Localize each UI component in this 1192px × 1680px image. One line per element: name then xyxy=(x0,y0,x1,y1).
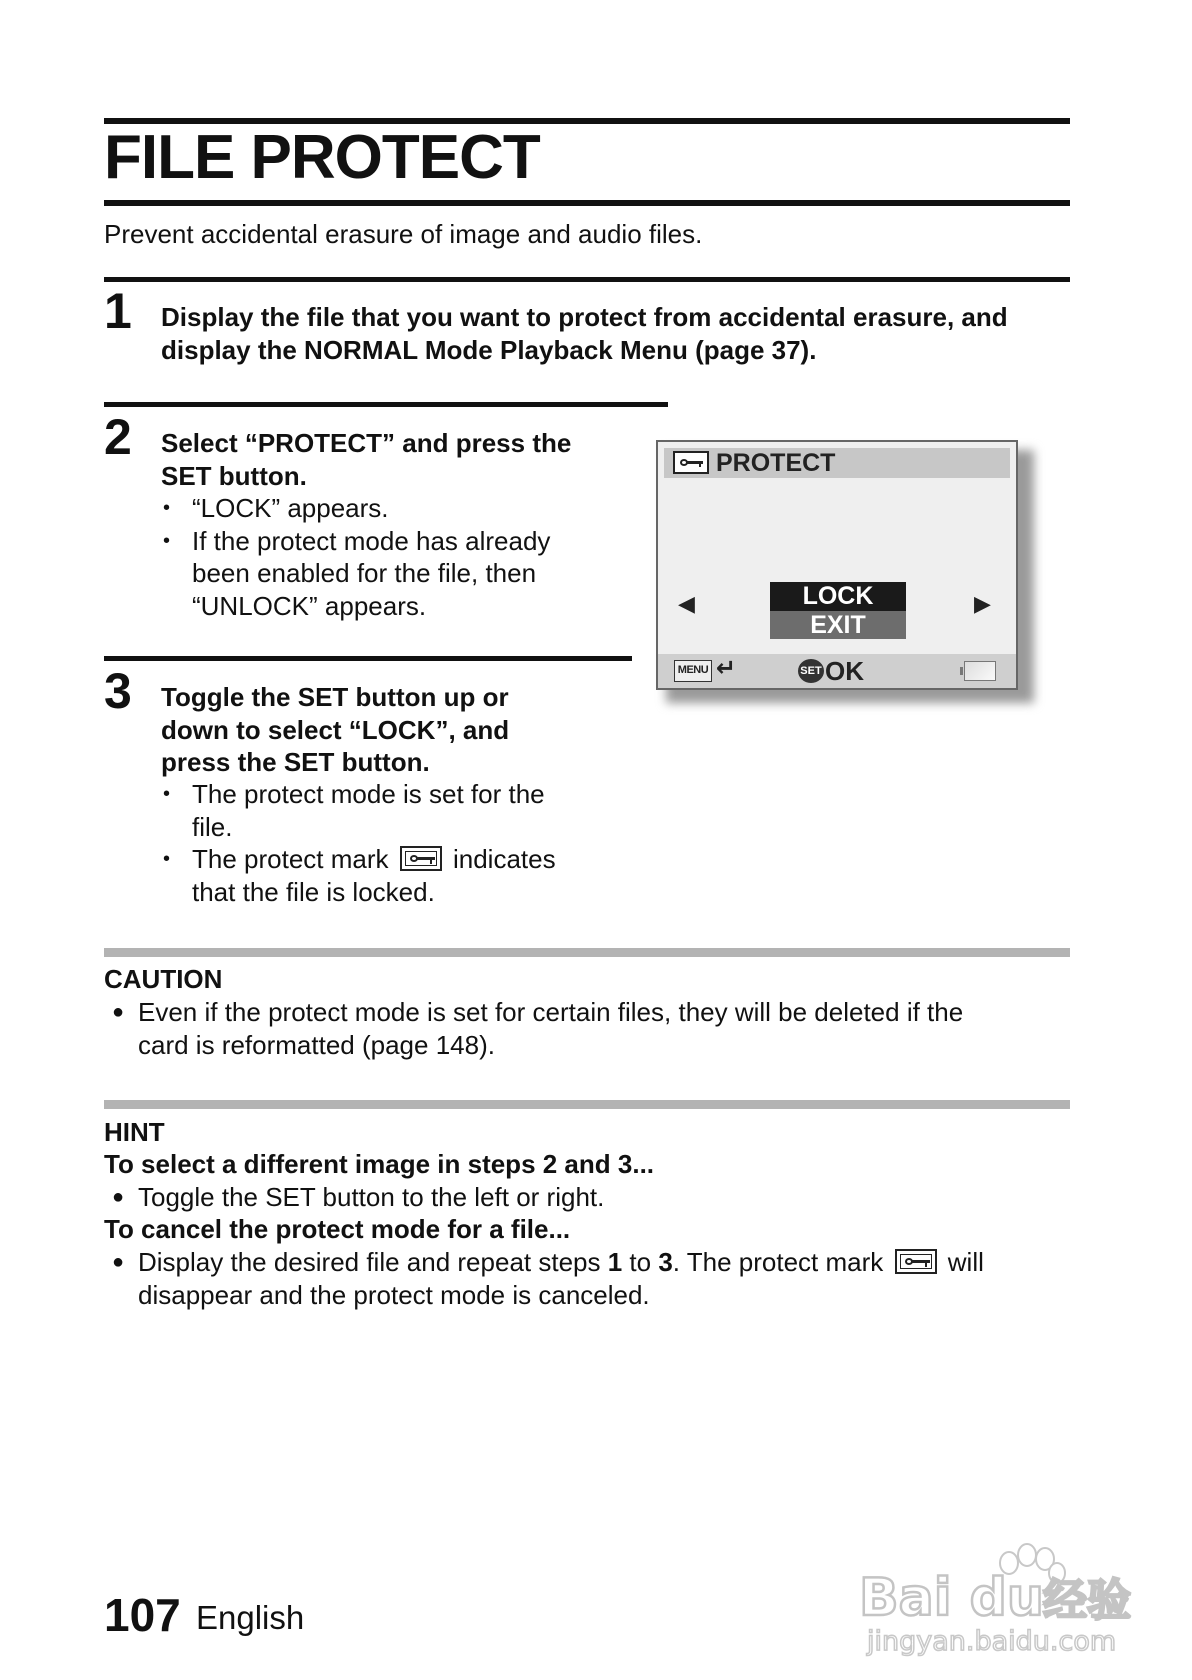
exit-option[interactable]: EXIT xyxy=(770,611,906,639)
step2-rule xyxy=(104,402,668,407)
title-bottom-rule xyxy=(104,200,1070,206)
caution-bullet: ● xyxy=(112,1001,125,1023)
step1-number: 1 xyxy=(104,283,132,339)
step3-rule xyxy=(104,656,632,661)
step3-heading-line: down to select “LOCK”, and xyxy=(161,714,510,745)
step2-heading-line: SET button. xyxy=(161,460,307,491)
page-number: 107 xyxy=(104,1589,181,1641)
hint-text: Toggle the SET button to the left or right. xyxy=(138,1182,605,1212)
step1-heading-line: display the NORMAL Mode Playback Menu (page 37). xyxy=(161,334,817,365)
intro-text: Prevent accidental erasure of image and audio files. xyxy=(104,219,703,249)
watermark-brand: Bai du xyxy=(859,1568,1044,1628)
step2-bullet-list xyxy=(161,492,550,622)
caution-label: CAUTION xyxy=(104,964,223,994)
step2-heading xyxy=(161,427,571,492)
list-item: • The protect mark indicates that the file is locked. xyxy=(161,843,556,908)
step1-heading xyxy=(161,301,1008,366)
return-icon: ↵ xyxy=(716,655,737,682)
step3-heading-line: Toggle the SET button up or xyxy=(161,682,509,712)
page-language: English xyxy=(196,1599,305,1636)
step3-heading-line: press the SET button. xyxy=(161,747,430,777)
screen-title: PROTECT xyxy=(716,449,836,477)
step3-bullet-list xyxy=(161,778,556,908)
hint-label: HINT xyxy=(104,1117,165,1147)
battery-icon xyxy=(964,661,996,681)
step1-rule xyxy=(104,277,1070,282)
hint-bullet: ● xyxy=(112,1186,125,1208)
lock-option[interactable]: LOCK xyxy=(770,582,906,611)
step3-heading xyxy=(161,681,509,779)
screen-title-bar xyxy=(664,448,1010,478)
step3-number: 3 xyxy=(104,663,132,719)
hint-rule xyxy=(104,1100,1070,1109)
arrow-right-icon: ▶ xyxy=(974,591,991,616)
hint-subheading: To cancel the protect mode for a file... xyxy=(104,1214,571,1244)
set-icon: SET xyxy=(798,659,824,683)
list-item: • If the protect mode has already been enabled for the file, then “UNLOCK” appears. xyxy=(161,525,550,623)
hint-subheading: To select a different image in steps 2 and 3... xyxy=(104,1149,655,1179)
camera-screen xyxy=(656,440,1018,690)
watermark-url: jingyan.baidu.com xyxy=(867,1626,1117,1657)
list-item: • The protect mode is set for the file. xyxy=(161,778,556,843)
protect-mark-icon xyxy=(400,846,442,871)
key-icon xyxy=(673,451,709,474)
menu-icon: MENU xyxy=(674,660,712,682)
step2-heading-line: Select “PROTECT” and press the xyxy=(161,428,572,458)
hint-bullet: ● xyxy=(112,1251,125,1273)
baidu-watermark-logo xyxy=(857,1535,1137,1660)
watermark-cn: 经验 xyxy=(1043,1575,1131,1626)
list-item: • “LOCK” appears. xyxy=(161,492,550,525)
hint-text: Display the desired file and repeat steps 1 to 3. The protect mark will disappear and the protect mode is canceled. xyxy=(138,1247,984,1310)
caution-text: Even if the protect mode is set for certain files, they will be deleted if the card is reformatted (page 148). xyxy=(138,997,964,1060)
page-title: FILE PROTECT xyxy=(104,123,540,192)
step2-number: 2 xyxy=(104,409,132,465)
ok-label: OK xyxy=(825,656,864,686)
arrow-left-icon: ◀ xyxy=(678,591,695,616)
protect-mark-icon xyxy=(895,1249,937,1274)
screen-footer xyxy=(658,654,1016,688)
caution-rule xyxy=(104,948,1070,957)
step1-heading-line: Display the file that you want to protect from accidental erasure, and xyxy=(161,302,1008,332)
